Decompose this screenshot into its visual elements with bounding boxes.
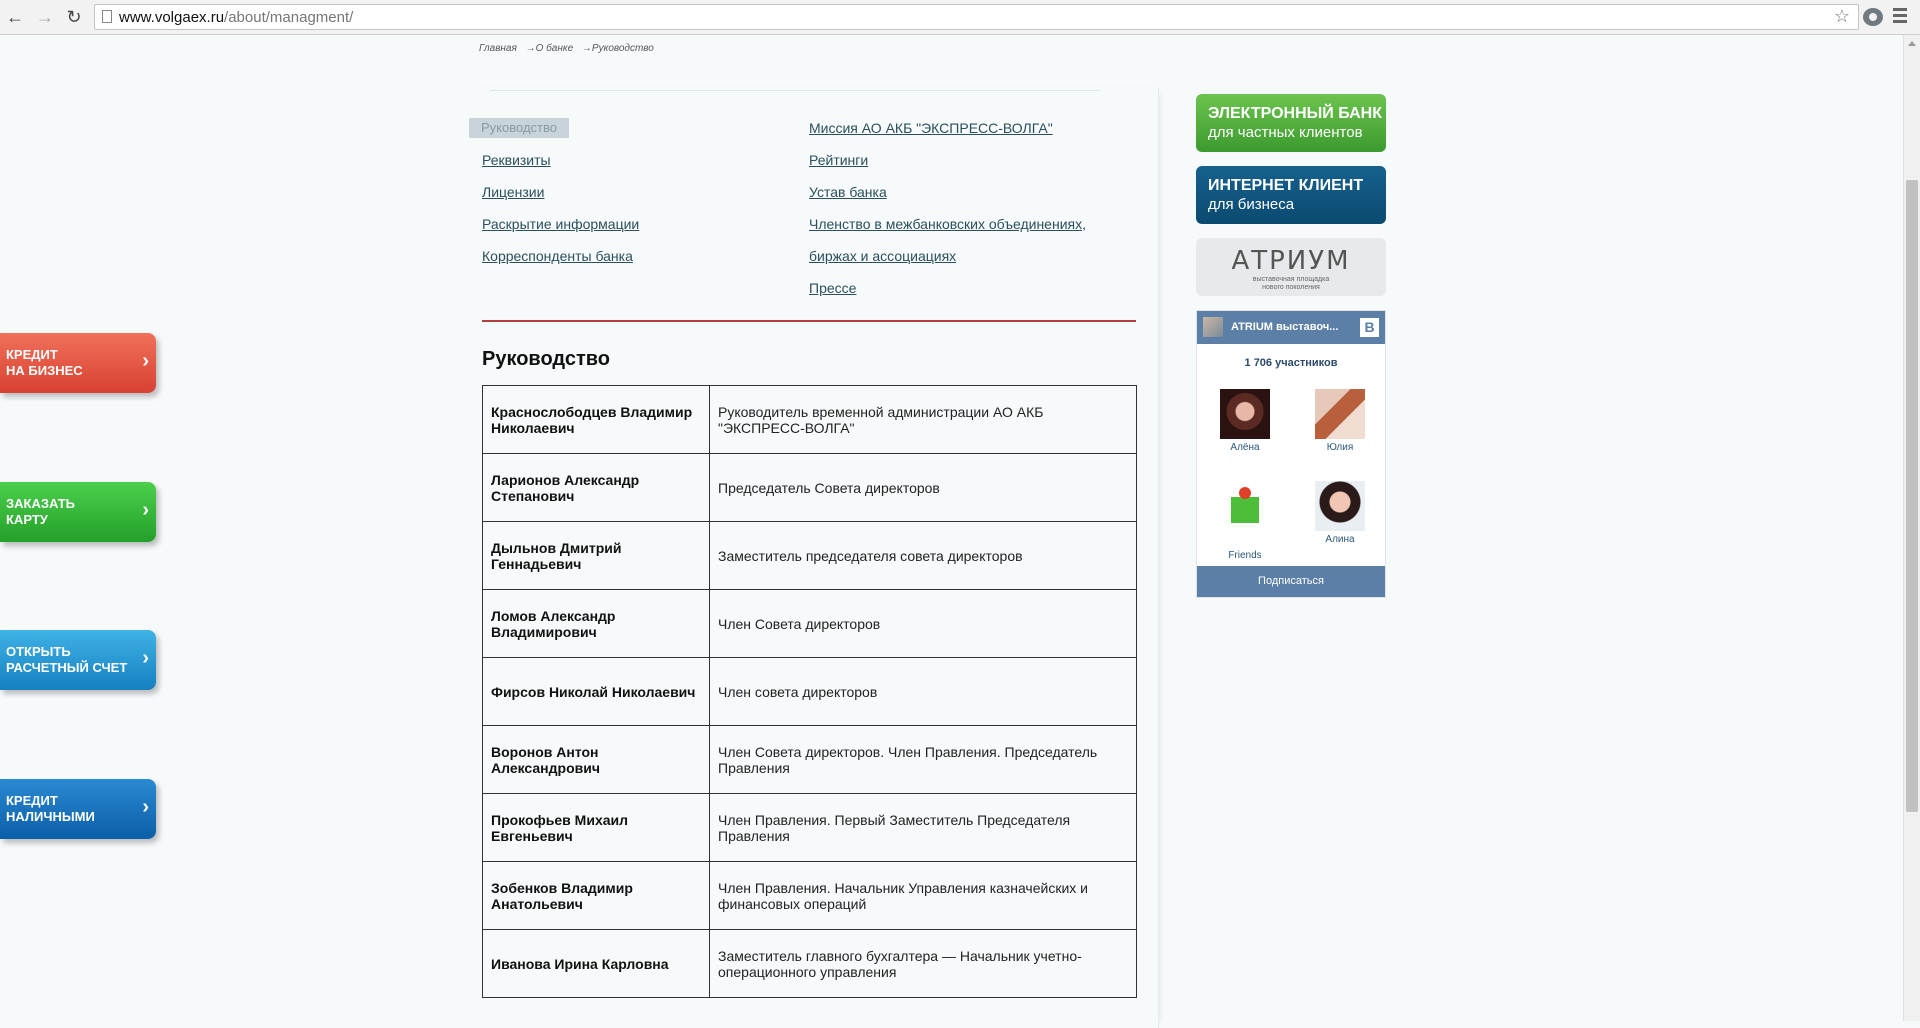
vk-group-widget <box>1196 310 1386 598</box>
chevron-right-icon: › <box>142 499 149 521</box>
back-arrow-icon[interactable]: ← <box>6 7 24 27</box>
breadcrumb <box>479 43 660 54</box>
promo-line-1: КРЕДИТ <box>6 793 58 808</box>
person-position: Заместитель главного бухгалтера — Начальник учетно-операционного управления <box>710 930 1137 998</box>
atrium-subtitle <box>1196 276 1386 292</box>
person-name: Дыльнов Дмитрий Геннадьевич <box>483 522 710 590</box>
person-position: Член Правления. Начальник Управления казначейских и финансовых операций <box>710 862 1137 930</box>
promo-order-card-button[interactable] <box>0 482 156 542</box>
subnav-link-disclosure[interactable]: Раскрытие информации <box>482 216 640 232</box>
table-row <box>483 862 1137 930</box>
table-row <box>483 726 1137 794</box>
promo-line-2: НА БИЗНЕС <box>6 363 83 378</box>
address-bar[interactable] <box>94 4 1859 30</box>
person-position: Руководитель временной администрации АО АКБ "ЭКСПРЕСС-ВОЛГА" <box>710 386 1137 454</box>
vk-member-name: Алёна <box>1230 442 1260 453</box>
vk-members-count[interactable]: 1 706 участников <box>1244 357 1338 369</box>
breadcrumb-current: →Руководство <box>581 43 654 54</box>
table-row <box>483 658 1137 726</box>
avatar <box>1220 389 1270 439</box>
person-position: Заместитель председателя совета директоров <box>710 522 1137 590</box>
subnav-link-correspondents[interactable]: Корреспонденты банка <box>482 248 633 264</box>
iclient-subtitle: для бизнеса <box>1208 196 1295 213</box>
breadcrumb-home[interactable]: Главная <box>479 43 517 54</box>
browser-toolbar <box>0 0 1920 35</box>
subnav-active-item: Руководство <box>469 118 569 138</box>
promo-label <box>6 347 83 379</box>
vk-member[interactable] <box>1210 481 1280 561</box>
subnav-link-membership[interactable]: Членство в межбанковских объединениях, <box>809 216 1086 232</box>
person-name: Краснослободцев Владимир Николаевич <box>483 386 710 454</box>
subnav-link-charter[interactable]: Устав банка <box>809 184 887 200</box>
promo-line-1: ОТКРЫТЬ <box>6 644 71 659</box>
promo-line-2: РАСЧЕТНЫЙ СЧЕТ <box>6 660 128 675</box>
subnav-link-licenses[interactable]: Лицензии <box>482 184 545 200</box>
group-avatar <box>1203 317 1223 337</box>
vk-member[interactable] <box>1305 481 1375 545</box>
scrollbar-thumb[interactable] <box>1906 180 1918 812</box>
page-title: Руководство <box>482 348 611 370</box>
promo-business-loan-button[interactable] <box>0 333 156 393</box>
vk-member-name: Юлия <box>1326 442 1354 453</box>
person-name: Воронов Антон Александрович <box>483 726 710 794</box>
person-name: Фирсов Николай Николаевич <box>483 658 710 726</box>
promo-line-2: КАРТУ <box>6 512 48 527</box>
person-position: Член Совета директоров <box>710 590 1137 658</box>
ebank-subtitle: для частных клиентов <box>1208 124 1363 141</box>
chevron-right-icon: › <box>142 647 149 669</box>
promo-open-account-button[interactable] <box>0 630 156 690</box>
vk-member[interactable] <box>1210 389 1280 453</box>
vk-group-name[interactable]: ATRIUM выставоч... <box>1231 321 1339 333</box>
person-name: Прокофьев Михаил Евгеньевич <box>483 794 710 862</box>
menu-icon[interactable] <box>1893 8 1907 26</box>
avatar <box>1315 481 1365 531</box>
vk-member-name: Алина <box>1325 534 1355 545</box>
vk-subscribe-button[interactable]: Подписаться <box>1197 566 1385 597</box>
table-row <box>483 930 1137 998</box>
vk-widget-header[interactable] <box>1197 311 1385 344</box>
management-table <box>482 385 1137 998</box>
ebank-title: ЭЛЕКТРОННЫЙ БАНК <box>1208 105 1382 122</box>
promo-cash-loan-button[interactable] <box>0 779 156 839</box>
atrium-subtitle-line-1: выставочная площадка <box>1252 276 1330 283</box>
url-domain: www.volgaex.ru <box>119 9 225 26</box>
divider <box>490 90 1100 91</box>
forward-arrow-icon[interactable]: → <box>36 7 54 27</box>
table-row <box>483 454 1137 522</box>
scroll-up-arrow-icon[interactable] <box>1908 41 1916 46</box>
bookmark-star-icon[interactable]: ☆ <box>1833 6 1850 26</box>
person-name: Ларионов Александр Степанович <box>483 454 710 522</box>
promo-label <box>6 496 75 528</box>
atrium-subtitle-line-2: нового поколения <box>1262 284 1320 291</box>
vk-member[interactable] <box>1305 389 1375 453</box>
promo-line-1: ЗАКАЗАТЬ <box>6 496 76 511</box>
breadcrumb-about[interactable]: →О банке <box>525 43 574 54</box>
vertical-scrollbar[interactable] <box>1903 35 1920 1021</box>
person-position: Председатель Совета директоров <box>710 454 1137 522</box>
vk-logo-icon: В <box>1360 318 1379 337</box>
url-path: /about/managment/ <box>224 9 354 26</box>
table-row <box>483 386 1137 454</box>
reload-icon[interactable]: ↻ <box>66 7 82 27</box>
subnav-link-mission[interactable]: Миссия АО АКБ "ЭКСПРЕСС-ВОЛГА" <box>809 120 1053 136</box>
subnav-link-ratings[interactable]: Рейтинги <box>809 152 869 168</box>
vk-member-name: Friends <box>1228 550 1262 561</box>
section-divider <box>482 320 1136 322</box>
iclient-title: ИНТЕРНЕТ КЛИЕНТ <box>1208 177 1364 194</box>
person-position: Член Совета директоров. Член Правления. Председатель Правления <box>710 726 1137 794</box>
atrium-banner[interactable] <box>1196 238 1386 296</box>
person-position: Член совета директоров <box>710 658 1137 726</box>
person-name: Иванова Ирина Карловна <box>483 930 710 998</box>
promo-label <box>6 793 95 825</box>
atrium-title: АТРИУМ <box>1231 246 1351 276</box>
ebank-button[interactable] <box>1196 94 1386 152</box>
table-row <box>483 522 1137 590</box>
avatar <box>1315 389 1365 439</box>
person-name: Ломов Александр Владимирович <box>483 590 710 658</box>
table-row <box>483 794 1137 862</box>
page-icon <box>102 10 112 23</box>
subnav-link-membership-cont[interactable]: биржах и ассоциациях <box>809 248 957 264</box>
table-row <box>483 590 1137 658</box>
chevron-right-icon: › <box>142 796 149 818</box>
subnav-link-requisites[interactable]: Реквизиты <box>482 152 551 168</box>
avatar <box>1220 497 1270 547</box>
promo-line-1: КРЕДИТ <box>6 347 58 362</box>
subnav-link-press[interactable]: Прессе <box>809 280 857 296</box>
url-text[interactable] <box>119 9 353 26</box>
person-name: Зобенков Владимир Анатольевич <box>483 862 710 930</box>
person-position: Член Правления. Первый Заместитель Председателя Правления <box>710 794 1137 862</box>
internet-client-button[interactable] <box>1196 166 1386 224</box>
chevron-right-icon: › <box>142 350 149 372</box>
promo-line-2: НАЛИЧНЫМИ <box>6 809 95 824</box>
extension-eye-icon[interactable] <box>1863 8 1883 26</box>
promo-label <box>6 644 127 676</box>
